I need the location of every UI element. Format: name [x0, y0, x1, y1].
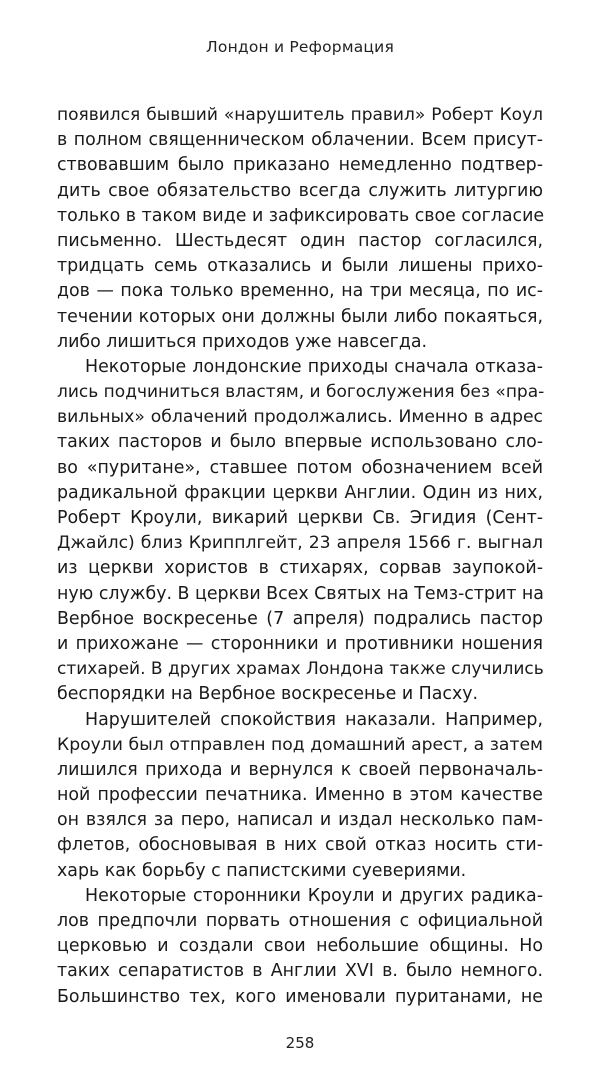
paragraph-2 — [57, 355, 543, 708]
text-line: Кроули был отправлен под домашний арест, а затем — [57, 734, 543, 755]
text-line: ствовавшим было приказано немедленно подтвер- — [57, 155, 543, 176]
text-line: церковью и создали свои небольшие общины. Но — [57, 936, 543, 957]
text-line: Роберт Кроули, викарий церкви Св. Эгидия (Сент- — [57, 508, 543, 528]
text-line: лись подчиниться властям, и богослужения без «пра- — [57, 382, 545, 403]
text-line: вильных» облачений продолжались. Именно в адрес — [57, 407, 543, 428]
text-line: ную службу. В церкви Всех Святых на Темз-стрит на — [57, 583, 544, 604]
paragraph-3 — [57, 708, 543, 884]
text-line: лов предпочли порвать отношения с официальной — [57, 911, 543, 931]
text-line: Вербное воскресенье (7 апреля) подрались пастор — [57, 608, 543, 629]
text-line: тридцать семь отказались и были лишены прихо- — [57, 256, 543, 277]
text-line: течении которых они должны были либо покаяться, — [57, 306, 543, 327]
text-line: беспорядки на Вербное воскресенье и Пасху. — [57, 684, 479, 705]
text-line: Большинство тех, кого именовали пуританами, не — [57, 986, 543, 1007]
text-line: Джайлс) близ Крипплгейт, 23 апреля 1566 г. выгнал — [57, 533, 543, 554]
text-line: в полном священническом облачении. Всем присут- — [57, 130, 543, 151]
text-line: Нарушителей спокойствия наказали. Например, — [85, 709, 543, 730]
paragraph-1 — [57, 103, 543, 355]
text-line: стихарей. В других храмах Лондона также случились — [57, 659, 544, 680]
text-line: он взялся за перо, написал и издал несколько пам- — [57, 810, 543, 831]
text-line: Некоторые лондонские приходы сначала отказа- — [85, 356, 543, 377]
running-head: Лондон и Реформация — [206, 38, 394, 56]
text-line: либо лишиться приходов уже навсегда. — [57, 331, 428, 352]
text-line: таких сепаратистов в Англии XVI в. было немного. — [57, 961, 543, 982]
text-line: появился бывший «нарушитель правил» Роберт Коул — [57, 105, 543, 125]
text-line: из церкви хористов в стихарях, сорвав заупокой- — [57, 558, 543, 579]
page-number: 258 — [285, 1034, 315, 1052]
text-line: письменно. Шестьдесят один пастор согласился, — [57, 230, 543, 251]
paragraph-4 — [57, 884, 543, 1010]
text-line: и прихожане — сторонники и противники ношения — [57, 633, 543, 654]
text-line: ной профессии печатника. Именно в этом качестве — [57, 785, 543, 806]
text-line: флетов, обосновывая в них свой отказ носить сти- — [57, 835, 543, 856]
text-line: харь как борьбу с папистскими суевериями. — [57, 860, 467, 881]
body-text — [57, 103, 543, 1010]
text-line: Некоторые сторонники Кроули и других радика- — [85, 885, 543, 906]
text-line: во «пуритане», ставшее потом обозначением всей — [57, 457, 543, 478]
text-line: только в таком виде и зафиксировать свое согласие — [57, 205, 545, 226]
text-line: таких пасторов и было впервые использовано сло- — [57, 432, 543, 453]
text-line: лишился прихода и вернулся к своей первоначаль- — [57, 759, 543, 780]
text-line: дов — пока только временно, на три месяца, по ис- — [57, 281, 543, 302]
text-line: радикальной фракции церкви Англии. Один из них, — [57, 482, 543, 503]
text-line: дить свое обязательство всегда служить литургию — [57, 180, 543, 201]
